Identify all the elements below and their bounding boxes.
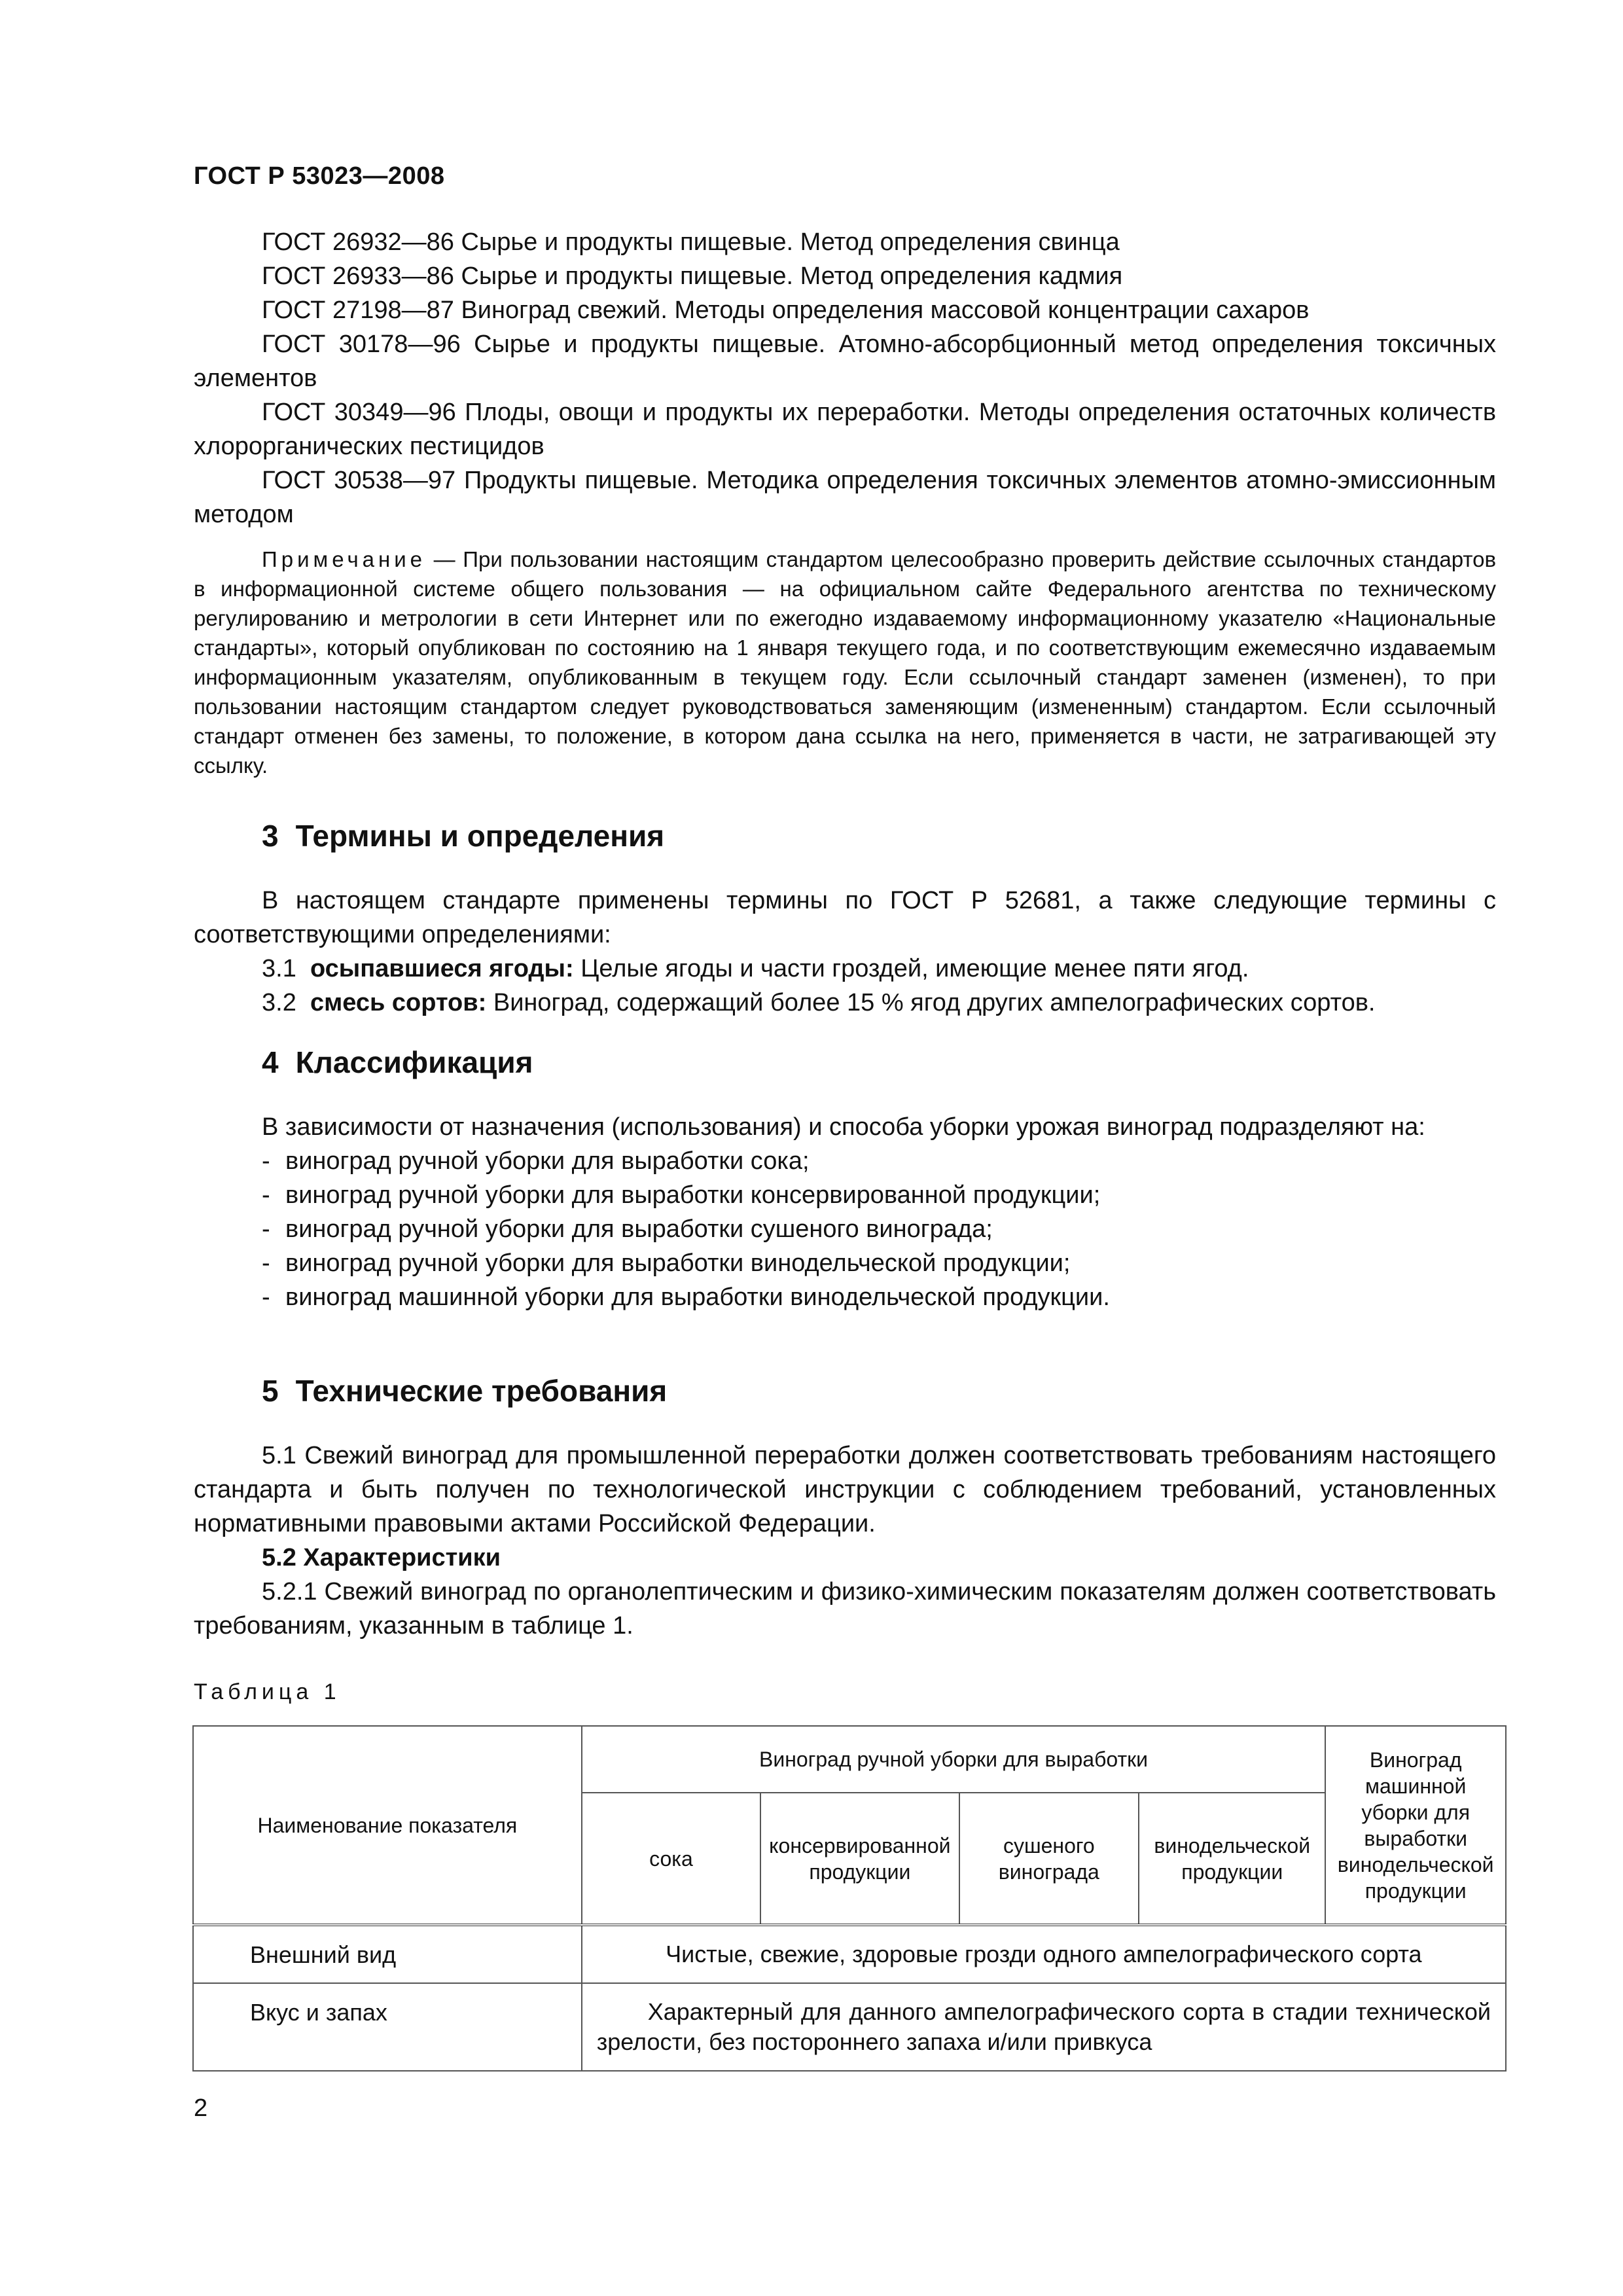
row-value: Чистые, свежие, здоровые грозди одного ампелографического сорта — [582, 1925, 1506, 1983]
page-number: 2 — [194, 2094, 208, 2122]
reference-item — [194, 327, 1496, 395]
table-1 — [192, 1725, 1507, 2072]
list-item: - виноград ручной уборки для выработки винодельческой продукции; — [262, 1249, 1071, 1277]
header-indicator-name: Наименование показателя — [193, 1726, 582, 1925]
reference-item — [194, 395, 1496, 463]
section-3-body — [194, 884, 1496, 1020]
section-3-intro: В настоящем стандарте применены термины по ГОСТ Р 52681, а также следующие термины с соответствующими определениями: — [194, 887, 1496, 948]
document-header: ГОСТ Р 53023—2008 — [194, 162, 445, 190]
reference-item — [194, 293, 1496, 327]
paragraph-5-2-1: 5.2.1 Свежий виноград по органолептическим и физико-химическим показателям должен соответствовать требованиям, указанным в таблице 1. — [194, 1578, 1496, 1640]
reference-item — [194, 259, 1496, 293]
reference-item — [194, 225, 1496, 259]
row-value: Характерный для данного ампелографического сорта в стадии технической зрелости, без постороннего запаха и/или привкуса — [582, 1983, 1506, 2071]
header-wine: винодельческой продукции — [1139, 1793, 1325, 1925]
list-item: - виноград ручной уборки для выработки сушеного винограда; — [262, 1215, 993, 1243]
list-item: - виноград ручной уборки для выработки сока; — [262, 1147, 810, 1175]
header-machine-harvest: Виноград машинной уборки для выработки винодельческой продукции — [1325, 1726, 1506, 1925]
reference-title: Сырье и продукты пищевые. Метод определения кадмия — [461, 262, 1123, 290]
header-canned: консервированной продукции — [760, 1793, 959, 1925]
section-5-body — [194, 1439, 1496, 1643]
reference-title: Сырье и продукты пищевые. Метод определения свинца — [461, 228, 1120, 256]
subsection-5-2-heading: 5.2 Характеристики — [262, 1544, 501, 1571]
note-label: Примечание — [262, 547, 427, 571]
reference-code: ГОСТ 27198—87 — [262, 296, 454, 324]
section-5-heading: 5 Технические требования — [262, 1374, 668, 1408]
list-item: - виноград машинной уборки для выработки винодельческой продукции. — [262, 1283, 1110, 1311]
term-3-1: 3.1 осыпавшиеся ягоды: Целые ягоды и части гроздей, имеющие менее пяти ягод. — [262, 955, 1249, 982]
section-4-heading: 4 Классификация — [262, 1045, 533, 1079]
reference-title: Виноград свежий. Методы определения массовой концентрации сахаров — [461, 296, 1310, 324]
section-3-heading: 3 Термины и определения — [262, 819, 665, 853]
section-4-intro: В зависимости от назначения (использования) и способа уборки урожая виноград подразделяют на: — [262, 1113, 1425, 1141]
header-dried: сушеного винограда — [959, 1793, 1139, 1925]
header-juice: сока — [582, 1793, 760, 1925]
reference-title: Плоды, овощи и продукты их переработки. Методы определения остаточных количеств хлорорганических пестицидов — [194, 399, 1497, 460]
reference-code: ГОСТ 26933—86 — [262, 262, 454, 290]
note-text: — При пользовании настоящим стандартом целесообразно проверить действие ссылочных стандартов в информационной системе общего пользования — на официальном сайте Федерального агентства по техническому регулированию и метрологии в сети Интернет или по ежегодно издаваемому информационному указателю «Национальные стандарты», который опубликован по состоянию на 1 января текущего года, и по соответствующим ежемесячно издаваемым информационным указателям, опубликованным в текущем году. Если ссылочный стандарт заменен (изменен), то при пользовании настоящим стандартом следует руководствоваться заменяющим (измененным) стандартом. Если ссылочный стандарт отменен без замены, то положение, в котором дана ссылка на него, применяется в части, не затрагивающей эту ссылку. — [194, 547, 1496, 778]
references-note — [194, 545, 1496, 780]
references-list — [194, 225, 1496, 531]
header-manual-harvest: Виноград ручной уборки для выработки — [582, 1726, 1326, 1793]
table-row — [193, 1925, 1506, 1983]
section-4-body — [194, 1110, 1496, 1314]
reference-title: Сырье и продукты пищевые. Атомно-абсорбционный метод определения токсичных элементов — [194, 331, 1497, 392]
row-name: Внешний вид — [193, 1925, 582, 1983]
paragraph-5-1: 5.1 Свежий виноград для промышленной переработки должен соответствовать требованиям настоящего стандарта и быть получен по технологической инструкции с соблюдением требований, установленных нормативными правовыми актами Российской Федерации. — [194, 1442, 1496, 1537]
reference-code: ГОСТ 26932—86 — [262, 228, 454, 256]
reference-title: Продукты пищевые. Методика определения токсичных элементов атомно-эмиссионным методом — [194, 467, 1497, 528]
term-3-2: 3.2 смесь сортов: Виноград, содержащий более 15 % ягод других ампелографических сортов. — [262, 989, 1376, 1016]
row-name: Вкус и запах — [193, 1983, 582, 2071]
reference-code: ГОСТ 30349—96 — [262, 399, 456, 426]
reference-item — [194, 463, 1496, 531]
table-header-row — [193, 1726, 1506, 1793]
table-caption: Таблица 1 — [194, 1679, 341, 1704]
reference-code: ГОСТ 30178—96 — [262, 331, 461, 358]
reference-code: ГОСТ 30538—97 — [262, 467, 456, 494]
list-item: - виноград ручной уборки для выработки консервированной продукции; — [262, 1181, 1101, 1209]
table-row — [193, 1983, 1506, 2071]
